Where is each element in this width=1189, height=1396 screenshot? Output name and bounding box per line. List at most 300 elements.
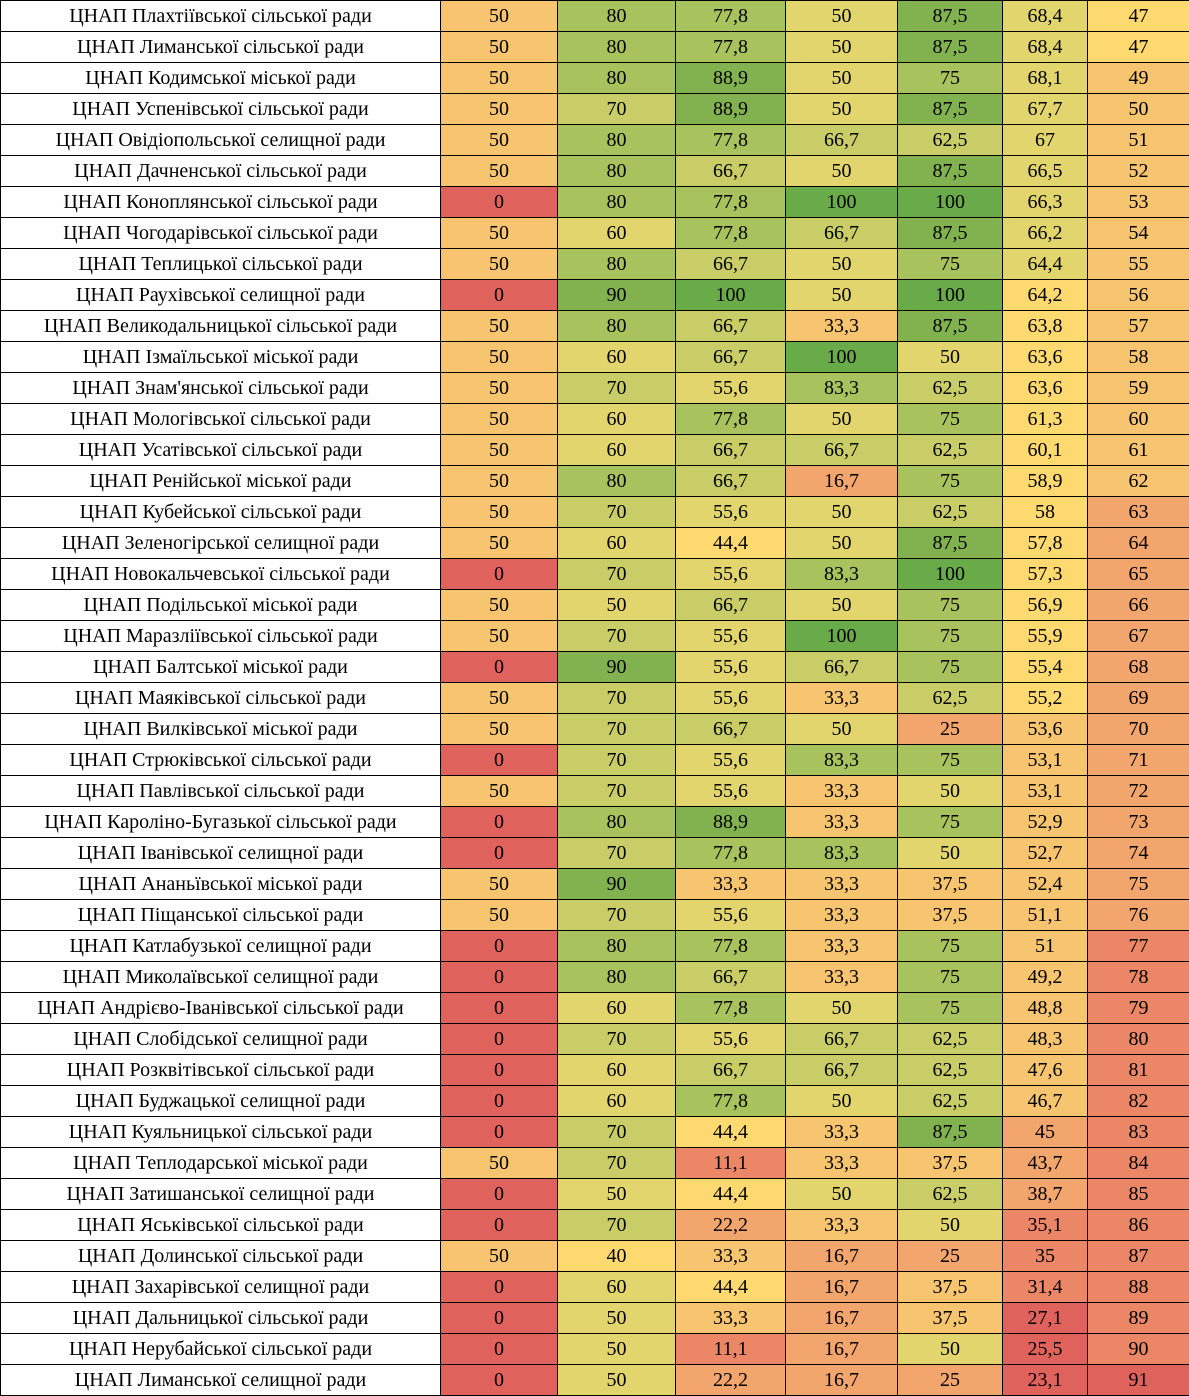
- table-row: [1, 1, 1189, 32]
- cnap-name-cell: ЦНАП Маразліївської сільської ради: [1, 621, 441, 652]
- total-score-cell: 52,4: [1003, 869, 1088, 900]
- rank-cell: 81: [1088, 1055, 1189, 1086]
- score-col-3-cell: 55,6: [676, 776, 786, 807]
- rank-cell: 78: [1088, 962, 1189, 993]
- cnap-name-cell: ЦНАП Лиманської селищної ради: [1, 1365, 441, 1396]
- score-col-3-cell: 88,9: [676, 807, 786, 838]
- score-col-3-cell: 44,4: [676, 528, 786, 559]
- score-col-5-cell: 50: [898, 1334, 1003, 1365]
- score-col-2-cell: 80: [558, 1, 676, 32]
- score-col-4-cell: 16,7: [786, 1241, 898, 1272]
- cnap-name-cell: ЦНАП Подільської міської ради: [1, 590, 441, 621]
- score-col-2-cell: 50: [558, 590, 676, 621]
- rank-cell: 65: [1088, 559, 1189, 590]
- cnap-name-cell: ЦНАП Буджацької селищної ради: [1, 1086, 441, 1117]
- total-score-cell: 61,3: [1003, 404, 1088, 435]
- score-col-5-cell: 37,5: [898, 869, 1003, 900]
- rank-cell: 50: [1088, 94, 1189, 125]
- score-col-1-cell: 0: [441, 1272, 558, 1303]
- score-col-5-cell: 25: [898, 1241, 1003, 1272]
- score-col-2-cell: 70: [558, 714, 676, 745]
- cnap-name-cell: ЦНАП Піщанської сільської ради: [1, 900, 441, 931]
- table-row: [1, 218, 1189, 249]
- rank-cell: 67: [1088, 621, 1189, 652]
- table-row: [1, 466, 1189, 497]
- score-col-5-cell: 62,5: [898, 683, 1003, 714]
- score-col-5-cell: 62,5: [898, 373, 1003, 404]
- rank-cell: 85: [1088, 1179, 1189, 1210]
- score-col-1-cell: 0: [441, 807, 558, 838]
- score-col-2-cell: 70: [558, 621, 676, 652]
- table-row: [1, 1024, 1189, 1055]
- cnap-name-cell: ЦНАП Розквітівської сільської ради: [1, 1055, 441, 1086]
- rank-cell: 86: [1088, 1210, 1189, 1241]
- score-col-5-cell: 75: [898, 807, 1003, 838]
- rank-cell: 73: [1088, 807, 1189, 838]
- rank-cell: 69: [1088, 683, 1189, 714]
- score-col-1-cell: 0: [441, 1024, 558, 1055]
- score-col-3-cell: 55,6: [676, 373, 786, 404]
- total-score-cell: 27,1: [1003, 1303, 1088, 1334]
- score-col-1-cell: 50: [441, 404, 558, 435]
- rank-cell: 72: [1088, 776, 1189, 807]
- score-col-3-cell: 55,6: [676, 683, 786, 714]
- rank-cell: 74: [1088, 838, 1189, 869]
- score-col-3-cell: 33,3: [676, 869, 786, 900]
- score-col-2-cell: 60: [558, 435, 676, 466]
- total-score-cell: 48,8: [1003, 993, 1088, 1024]
- score-col-3-cell: 77,8: [676, 838, 786, 869]
- rank-cell: 47: [1088, 32, 1189, 63]
- score-col-5-cell: 62,5: [898, 497, 1003, 528]
- score-col-2-cell: 60: [558, 404, 676, 435]
- rank-cell: 57: [1088, 311, 1189, 342]
- table-row: [1, 807, 1189, 838]
- score-col-5-cell: 37,5: [898, 900, 1003, 931]
- cnap-name-cell: ЦНАП Успенівської сільської ради: [1, 94, 441, 125]
- score-col-1-cell: 50: [441, 776, 558, 807]
- score-col-2-cell: 70: [558, 1117, 676, 1148]
- score-col-2-cell: 50: [558, 1303, 676, 1334]
- cnap-name-cell: ЦНАП Знам'янської сільської ради: [1, 373, 441, 404]
- total-score-cell: 55,4: [1003, 652, 1088, 683]
- total-score-cell: 47,6: [1003, 1055, 1088, 1086]
- score-col-3-cell: 22,2: [676, 1365, 786, 1396]
- score-col-3-cell: 66,7: [676, 962, 786, 993]
- total-score-cell: 55,9: [1003, 621, 1088, 652]
- rank-cell: 88: [1088, 1272, 1189, 1303]
- total-score-cell: 46,7: [1003, 1086, 1088, 1117]
- total-score-cell: 51: [1003, 931, 1088, 962]
- table-row: [1, 1210, 1189, 1241]
- score-col-3-cell: 88,9: [676, 94, 786, 125]
- cnap-name-cell: ЦНАП Балтської міської ради: [1, 652, 441, 683]
- score-col-2-cell: 50: [558, 1179, 676, 1210]
- score-col-4-cell: 50: [786, 63, 898, 94]
- score-col-3-cell: 22,2: [676, 1210, 786, 1241]
- total-score-cell: 56,9: [1003, 590, 1088, 621]
- score-col-1-cell: 0: [441, 1117, 558, 1148]
- score-col-4-cell: 50: [786, 280, 898, 311]
- score-col-3-cell: 77,8: [676, 404, 786, 435]
- score-col-4-cell: 66,7: [786, 652, 898, 683]
- score-col-5-cell: 87,5: [898, 1, 1003, 32]
- rank-cell: 66: [1088, 590, 1189, 621]
- table-row: [1, 745, 1189, 776]
- rank-cell: 84: [1088, 1148, 1189, 1179]
- score-col-2-cell: 70: [558, 683, 676, 714]
- score-col-2-cell: 50: [558, 1365, 676, 1396]
- score-col-2-cell: 70: [558, 838, 676, 869]
- score-col-5-cell: 62,5: [898, 435, 1003, 466]
- score-col-4-cell: 66,7: [786, 125, 898, 156]
- table-row: [1, 590, 1189, 621]
- score-col-2-cell: 70: [558, 94, 676, 125]
- total-score-cell: 31,4: [1003, 1272, 1088, 1303]
- table-row: [1, 559, 1189, 590]
- table-row: [1, 838, 1189, 869]
- score-col-4-cell: 50: [786, 156, 898, 187]
- cnap-name-cell: ЦНАП Іванівської селищної ради: [1, 838, 441, 869]
- table-row: [1, 714, 1189, 745]
- rank-cell: 82: [1088, 1086, 1189, 1117]
- score-col-5-cell: 75: [898, 652, 1003, 683]
- score-col-4-cell: 33,3: [786, 900, 898, 931]
- score-col-4-cell: 33,3: [786, 1117, 898, 1148]
- score-col-4-cell: 33,3: [786, 683, 898, 714]
- score-col-1-cell: 50: [441, 621, 558, 652]
- score-col-3-cell: 55,6: [676, 621, 786, 652]
- cnap-name-cell: ЦНАП Слобідської селищної ради: [1, 1024, 441, 1055]
- score-col-5-cell: 62,5: [898, 1024, 1003, 1055]
- score-col-1-cell: 50: [441, 63, 558, 94]
- cnap-name-cell: ЦНАП Андрієво-Іванівської сільської ради: [1, 993, 441, 1024]
- cnap-name-cell: ЦНАП Кодимської міської ради: [1, 63, 441, 94]
- cnap-name-cell: ЦНАП Ізмаїльської міської ради: [1, 342, 441, 373]
- score-col-5-cell: 75: [898, 745, 1003, 776]
- score-col-3-cell: 66,7: [676, 1055, 786, 1086]
- cnap-name-cell: ЦНАП Дальницької сільської ради: [1, 1303, 441, 1334]
- cnap-name-cell: ЦНАП Вилківської міської ради: [1, 714, 441, 745]
- score-col-1-cell: 50: [441, 1241, 558, 1272]
- score-col-5-cell: 75: [898, 63, 1003, 94]
- rank-cell: 62: [1088, 466, 1189, 497]
- cnap-name-cell: ЦНАП Маяківської сільської ради: [1, 683, 441, 714]
- score-col-2-cell: 80: [558, 962, 676, 993]
- total-score-cell: 68,4: [1003, 1, 1088, 32]
- total-score-cell: 58,9: [1003, 466, 1088, 497]
- score-col-5-cell: 100: [898, 559, 1003, 590]
- total-score-cell: 53,1: [1003, 745, 1088, 776]
- score-col-3-cell: 66,7: [676, 342, 786, 373]
- rank-cell: 75: [1088, 869, 1189, 900]
- score-col-4-cell: 50: [786, 94, 898, 125]
- score-col-1-cell: 0: [441, 1055, 558, 1086]
- score-col-1-cell: 0: [441, 1303, 558, 1334]
- rank-cell: 83: [1088, 1117, 1189, 1148]
- score-col-1-cell: 50: [441, 94, 558, 125]
- total-score-cell: 63,6: [1003, 342, 1088, 373]
- score-col-2-cell: 70: [558, 900, 676, 931]
- cnap-name-cell: ЦНАП Раухівської селищної ради: [1, 280, 441, 311]
- score-col-4-cell: 16,7: [786, 1334, 898, 1365]
- score-col-5-cell: 50: [898, 1210, 1003, 1241]
- score-col-1-cell: 50: [441, 1148, 558, 1179]
- score-col-2-cell: 90: [558, 652, 676, 683]
- cnap-name-cell: ЦНАП Захарівської селищної ради: [1, 1272, 441, 1303]
- cnap-name-cell: ЦНАП Ананьївської міської ради: [1, 869, 441, 900]
- score-col-4-cell: 33,3: [786, 931, 898, 962]
- cnap-name-cell: ЦНАП Катлабузької селищної ради: [1, 931, 441, 962]
- rank-cell: 56: [1088, 280, 1189, 311]
- score-col-1-cell: 50: [441, 869, 558, 900]
- total-score-cell: 38,7: [1003, 1179, 1088, 1210]
- score-col-4-cell: 16,7: [786, 1303, 898, 1334]
- score-col-5-cell: 75: [898, 466, 1003, 497]
- total-score-cell: 48,3: [1003, 1024, 1088, 1055]
- rank-cell: 61: [1088, 435, 1189, 466]
- score-col-4-cell: 50: [786, 32, 898, 63]
- rank-cell: 80: [1088, 1024, 1189, 1055]
- score-col-1-cell: 0: [441, 962, 558, 993]
- cnap-name-cell: ЦНАП Долинської сільської ради: [1, 1241, 441, 1272]
- score-col-3-cell: 66,7: [676, 466, 786, 497]
- total-score-cell: 68,4: [1003, 32, 1088, 63]
- cnap-name-cell: ЦНАП Яськівської сільської ради: [1, 1210, 441, 1241]
- total-score-cell: 51,1: [1003, 900, 1088, 931]
- table-row: [1, 373, 1189, 404]
- score-col-1-cell: 50: [441, 497, 558, 528]
- score-col-1-cell: 0: [441, 838, 558, 869]
- score-col-5-cell: 62,5: [898, 1179, 1003, 1210]
- score-col-2-cell: 40: [558, 1241, 676, 1272]
- score-col-4-cell: 33,3: [786, 776, 898, 807]
- score-col-1-cell: 0: [441, 652, 558, 683]
- score-col-3-cell: 44,4: [676, 1179, 786, 1210]
- score-col-5-cell: 37,5: [898, 1272, 1003, 1303]
- rank-cell: 60: [1088, 404, 1189, 435]
- score-col-3-cell: 55,6: [676, 559, 786, 590]
- score-col-1-cell: 0: [441, 1210, 558, 1241]
- cnap-name-cell: ЦНАП Куяльницької сільської ради: [1, 1117, 441, 1148]
- score-col-3-cell: 55,6: [676, 1024, 786, 1055]
- rank-cell: 71: [1088, 745, 1189, 776]
- table-row: [1, 1117, 1189, 1148]
- total-score-cell: 66,2: [1003, 218, 1088, 249]
- cnap-name-cell: ЦНАП Павлівської сільської ради: [1, 776, 441, 807]
- rank-cell: 51: [1088, 125, 1189, 156]
- score-col-3-cell: 77,8: [676, 125, 786, 156]
- total-score-cell: 25,5: [1003, 1334, 1088, 1365]
- rank-cell: 55: [1088, 249, 1189, 280]
- score-col-4-cell: 50: [786, 404, 898, 435]
- score-col-4-cell: 50: [786, 528, 898, 559]
- table-row: [1, 187, 1189, 218]
- score-col-4-cell: 33,3: [786, 807, 898, 838]
- rank-cell: 52: [1088, 156, 1189, 187]
- total-score-cell: 52,7: [1003, 838, 1088, 869]
- score-col-1-cell: 0: [441, 745, 558, 776]
- score-col-3-cell: 33,3: [676, 1303, 786, 1334]
- table-row: [1, 1086, 1189, 1117]
- score-col-3-cell: 77,8: [676, 32, 786, 63]
- score-col-5-cell: 50: [898, 342, 1003, 373]
- table-row: [1, 1241, 1189, 1272]
- score-col-2-cell: 90: [558, 280, 676, 311]
- table-row: [1, 776, 1189, 807]
- score-col-4-cell: 83,3: [786, 838, 898, 869]
- score-col-4-cell: 66,7: [786, 435, 898, 466]
- total-score-cell: 64,2: [1003, 280, 1088, 311]
- total-score-cell: 66,5: [1003, 156, 1088, 187]
- score-col-1-cell: 50: [441, 249, 558, 280]
- score-col-3-cell: 11,1: [676, 1148, 786, 1179]
- score-col-5-cell: 75: [898, 931, 1003, 962]
- score-col-1-cell: 50: [441, 528, 558, 559]
- score-col-3-cell: 77,8: [676, 931, 786, 962]
- total-score-cell: 52,9: [1003, 807, 1088, 838]
- score-col-2-cell: 70: [558, 776, 676, 807]
- score-col-1-cell: 0: [441, 187, 558, 218]
- cnap-name-cell: ЦНАП Мологівської сільської ради: [1, 404, 441, 435]
- score-col-3-cell: 77,8: [676, 993, 786, 1024]
- score-col-1-cell: 0: [441, 1365, 558, 1396]
- score-col-4-cell: 50: [786, 993, 898, 1024]
- score-col-2-cell: 80: [558, 156, 676, 187]
- cnap-name-cell: ЦНАП Зеленогірської селищної ради: [1, 528, 441, 559]
- total-score-cell: 45: [1003, 1117, 1088, 1148]
- score-col-3-cell: 66,7: [676, 590, 786, 621]
- table-row: [1, 32, 1189, 63]
- score-col-3-cell: 66,7: [676, 714, 786, 745]
- score-col-3-cell: 77,8: [676, 1086, 786, 1117]
- score-col-2-cell: 90: [558, 869, 676, 900]
- table-row: [1, 1272, 1189, 1303]
- score-col-5-cell: 100: [898, 187, 1003, 218]
- table-row: [1, 652, 1189, 683]
- cnap-name-cell: ЦНАП Коноплянської сільської ради: [1, 187, 441, 218]
- score-col-4-cell: 16,7: [786, 466, 898, 497]
- score-col-5-cell: 75: [898, 993, 1003, 1024]
- score-col-1-cell: 0: [441, 1179, 558, 1210]
- score-col-1-cell: 0: [441, 280, 558, 311]
- score-col-2-cell: 70: [558, 1148, 676, 1179]
- score-col-1-cell: 0: [441, 1334, 558, 1365]
- score-col-1-cell: 0: [441, 559, 558, 590]
- rank-cell: 58: [1088, 342, 1189, 373]
- score-col-2-cell: 80: [558, 125, 676, 156]
- score-col-5-cell: 25: [898, 1365, 1003, 1396]
- score-col-1-cell: 0: [441, 993, 558, 1024]
- table-row: [1, 156, 1189, 187]
- table-row: [1, 94, 1189, 125]
- score-col-3-cell: 66,7: [676, 435, 786, 466]
- score-col-4-cell: 16,7: [786, 1365, 898, 1396]
- total-score-cell: 67: [1003, 125, 1088, 156]
- cnap-name-cell: ЦНАП Овідіопольської селищної ради: [1, 125, 441, 156]
- score-col-2-cell: 60: [558, 528, 676, 559]
- score-col-5-cell: 87,5: [898, 1117, 1003, 1148]
- score-col-2-cell: 80: [558, 63, 676, 94]
- table-row: [1, 280, 1189, 311]
- total-score-cell: 63,6: [1003, 373, 1088, 404]
- score-col-5-cell: 50: [898, 838, 1003, 869]
- score-col-4-cell: 66,7: [786, 1024, 898, 1055]
- score-col-3-cell: 88,9: [676, 63, 786, 94]
- score-col-1-cell: 50: [441, 1, 558, 32]
- cnap-name-cell: ЦНАП Великодальницької сільської ради: [1, 311, 441, 342]
- score-col-3-cell: 100: [676, 280, 786, 311]
- score-col-4-cell: 50: [786, 1, 898, 32]
- rank-cell: 53: [1088, 187, 1189, 218]
- rank-cell: 90: [1088, 1334, 1189, 1365]
- score-col-2-cell: 70: [558, 559, 676, 590]
- rank-cell: 77: [1088, 931, 1189, 962]
- score-col-5-cell: 87,5: [898, 528, 1003, 559]
- score-col-2-cell: 70: [558, 497, 676, 528]
- table-row: [1, 683, 1189, 714]
- score-col-1-cell: 50: [441, 714, 558, 745]
- score-col-1-cell: 50: [441, 683, 558, 714]
- rank-cell: 68: [1088, 652, 1189, 683]
- score-col-3-cell: 33,3: [676, 1241, 786, 1272]
- table-row: [1, 528, 1189, 559]
- score-col-4-cell: 33,3: [786, 311, 898, 342]
- score-col-1-cell: 50: [441, 32, 558, 63]
- score-col-1-cell: 50: [441, 156, 558, 187]
- score-col-5-cell: 62,5: [898, 125, 1003, 156]
- score-col-1-cell: 50: [441, 466, 558, 497]
- score-col-1-cell: 0: [441, 1086, 558, 1117]
- rank-cell: 63: [1088, 497, 1189, 528]
- total-score-cell: 66,3: [1003, 187, 1088, 218]
- score-col-5-cell: 50: [898, 776, 1003, 807]
- table-body: [1, 1, 1189, 1396]
- score-col-2-cell: 60: [558, 1055, 676, 1086]
- score-col-1-cell: 50: [441, 590, 558, 621]
- rank-cell: 49: [1088, 63, 1189, 94]
- table-row: [1, 1365, 1189, 1396]
- score-col-5-cell: 37,5: [898, 1148, 1003, 1179]
- score-col-1-cell: 50: [441, 342, 558, 373]
- score-col-4-cell: 100: [786, 187, 898, 218]
- total-score-cell: 35: [1003, 1241, 1088, 1272]
- score-col-5-cell: 25: [898, 714, 1003, 745]
- cnap-name-cell: ЦНАП Нерубайської сільської ради: [1, 1334, 441, 1365]
- rank-cell: 64: [1088, 528, 1189, 559]
- score-col-3-cell: 44,4: [676, 1117, 786, 1148]
- score-col-5-cell: 75: [898, 962, 1003, 993]
- cnap-name-cell: ЦНАП Лиманської сільської ради: [1, 32, 441, 63]
- table-row: [1, 1303, 1189, 1334]
- table-row: [1, 249, 1189, 280]
- score-col-2-cell: 60: [558, 218, 676, 249]
- cnap-name-cell: ЦНАП Теплодарської міської ради: [1, 1148, 441, 1179]
- score-col-2-cell: 60: [558, 342, 676, 373]
- score-col-4-cell: 16,7: [786, 1272, 898, 1303]
- score-col-3-cell: 44,4: [676, 1272, 786, 1303]
- score-col-2-cell: 80: [558, 311, 676, 342]
- table-row: [1, 869, 1189, 900]
- score-col-2-cell: 60: [558, 993, 676, 1024]
- table-row: [1, 621, 1189, 652]
- score-col-5-cell: 37,5: [898, 1303, 1003, 1334]
- total-score-cell: 57,8: [1003, 528, 1088, 559]
- score-col-5-cell: 75: [898, 590, 1003, 621]
- score-col-4-cell: 33,3: [786, 962, 898, 993]
- score-col-2-cell: 80: [558, 187, 676, 218]
- score-col-3-cell: 11,1: [676, 1334, 786, 1365]
